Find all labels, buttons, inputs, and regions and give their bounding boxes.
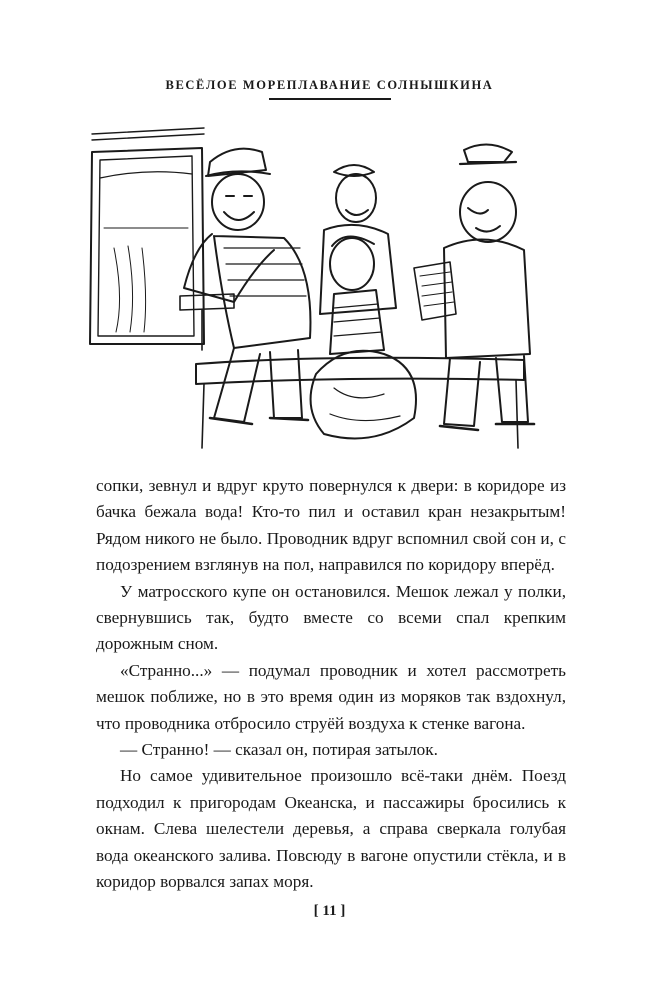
running-header: ВЕСЁЛОЕ МОРЕПЛАВАНИЕ СОЛНЫШКИНА: [165, 78, 494, 92]
paragraph: сопки, зевнул и вдруг круто повернулся к двери: в коридоре из бачка бежала вода! Кто-то пил и оставил кран незакрытым! Рядом никого не было. Проводник вдруг вспомнил свой сон и, с подозрением взглянув на пол, направился по коридору вперёд.: [96, 476, 566, 575]
paragraph: У матросского купе он остановился. Мешок лежал у полки, свернувшись так, будто вместе со всеми спал крепким дорожным сном.: [96, 581, 566, 654]
paragraph: — Странно! — сказал он, потирая затылок.: [120, 740, 438, 760]
train-compartment-sailors-illustration: [84, 118, 578, 456]
boy-with-sack-drawing: [311, 236, 416, 438]
paragraph: Но самое удивительное произошло всё-таки днём. Поезд подходил к пригородам Океанска, и пассажиры бросились к окнам. Слева шелестели деревья, а справа сверкала голубая вода океанского залива. Повсюду в вагоне опустили стёкла, и в коридор ворвался запах моря.: [96, 766, 566, 892]
window-drawing: [90, 128, 204, 344]
header-rule: [269, 98, 391, 100]
paragraph: «Странно...» — подумал проводник и хотел рассмотреть мешок поближе, но в это время один из моряков так вздохнул, что проводника отбросило струёй воздуха к стенке вагона.: [96, 660, 566, 733]
page-number: [ 11 ]: [313, 903, 346, 919]
body-text: [96, 473, 566, 896]
